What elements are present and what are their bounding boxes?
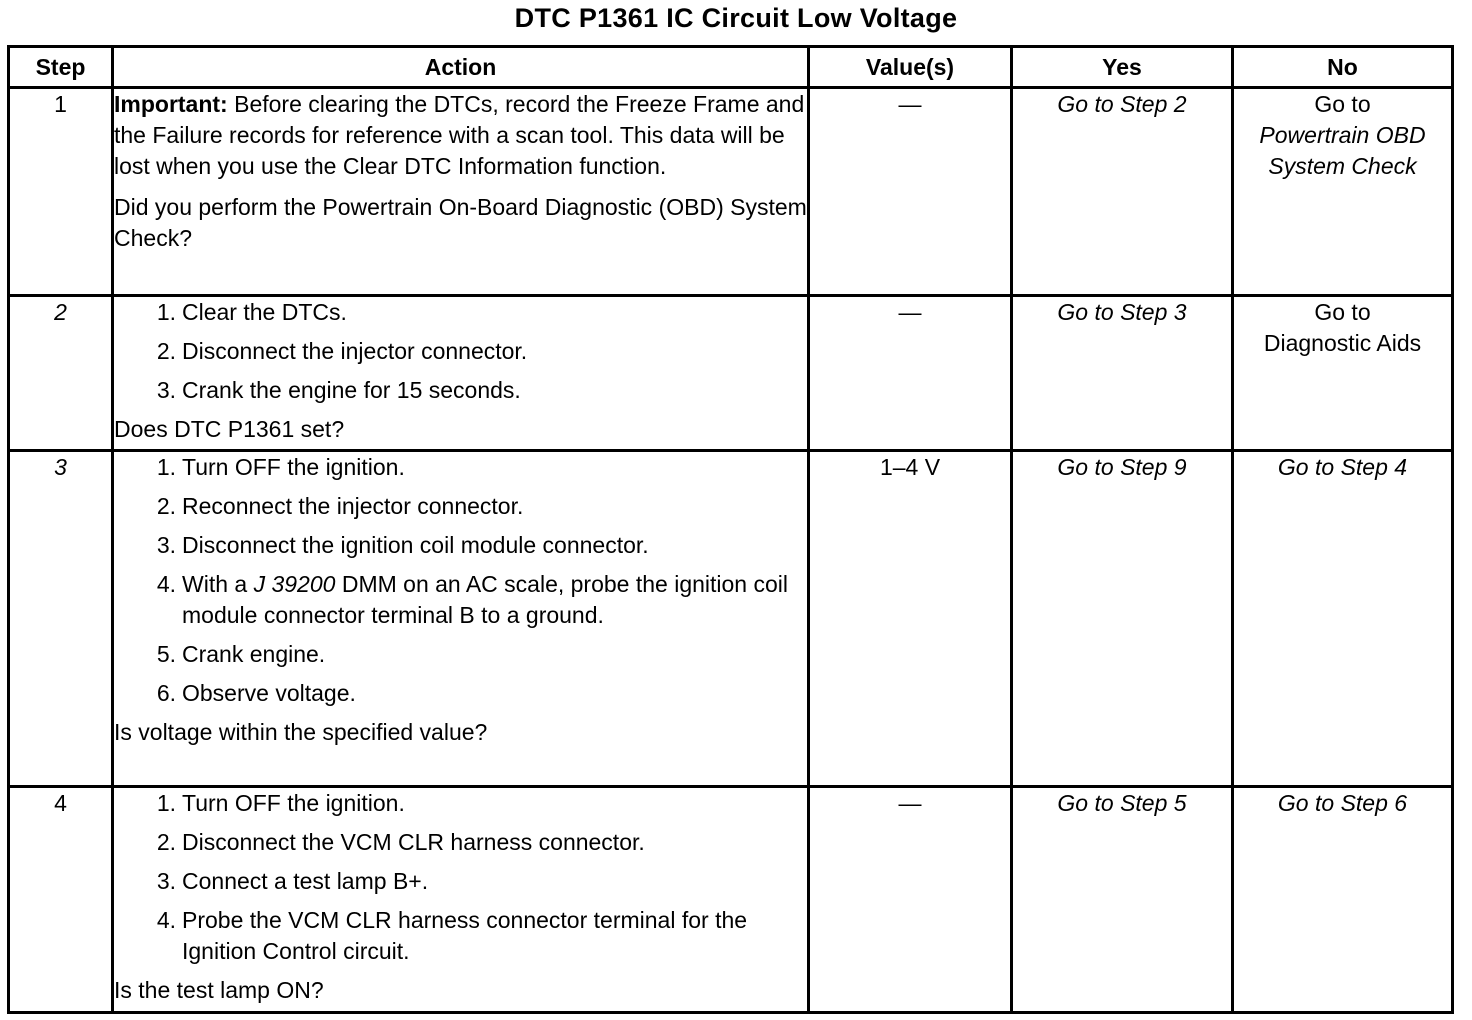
procedure-list — [114, 452, 807, 709]
yes-goto-link: Go to Step 5 — [1057, 790, 1187, 816]
question-text: Is the test lamp ON? — [114, 977, 324, 1003]
yes-cell — [1012, 787, 1233, 1013]
table-row-step-3 — [9, 451, 1453, 787]
list-item: 6. Observe voltage. — [156, 680, 356, 706]
value-cell: — — [809, 88, 1012, 296]
value-cell: 1–4 V — [809, 451, 1012, 787]
no-goto-link: Go to Step 6 — [1277, 790, 1408, 816]
list-item: 1. Turn OFF the ignition. — [156, 454, 405, 480]
no-goto-link: Go to Step 4 — [1277, 454, 1408, 480]
list-item: 2. Disconnect the injector connector. — [156, 338, 528, 364]
header-values: Value(s) — [809, 47, 1012, 88]
list-item: 3. Disconnect the ignition coil module connector. — [156, 532, 649, 558]
header-row — [9, 47, 1453, 88]
list-item: 2. Disconnect the VCM CLR harness connector. — [156, 829, 645, 855]
question-text: Did you perform the Powertrain On-Board Diagnostic (OBD) System Check? — [114, 194, 807, 251]
list-item: 4. Probe the VCM CLR harness connector terminal for the Ignition Control circuit. — [156, 907, 748, 964]
yes-goto-link: Go to Step 9 — [1057, 454, 1187, 480]
yes-cell — [1012, 88, 1233, 296]
no-cell — [1233, 296, 1453, 451]
no-cell — [1233, 787, 1453, 1013]
diagnostic-table — [7, 45, 1454, 1014]
question-text: Does DTC P1361 set? — [114, 416, 345, 442]
step-number: 4 — [9, 787, 113, 1013]
table-row-step-2 — [9, 296, 1453, 451]
header-action: Action — [113, 47, 809, 88]
header-step: Step — [9, 47, 113, 88]
action-cell — [113, 787, 809, 1013]
table-row-step-4 — [9, 787, 1453, 1013]
action-cell — [113, 88, 809, 296]
action-cell — [113, 296, 809, 451]
important-label: Important: — [114, 91, 228, 117]
procedure-list — [114, 788, 807, 967]
step-number: 1 — [9, 88, 113, 296]
list-item: 1. Clear the DTCs. — [156, 299, 347, 325]
procedure-list — [114, 297, 807, 406]
no-goto-prefix: Go to — [1314, 299, 1371, 325]
step-number: 3 — [9, 451, 113, 787]
step-number: 2 — [9, 296, 113, 451]
tool-number: J 39200 — [253, 571, 336, 597]
page-title: DTC P1361 IC Circuit Low Voltage — [514, 3, 958, 33]
no-goto-prefix: Go to — [1314, 91, 1371, 117]
list-item: 4. With a J 39200 DMM on an AC scale, probe the ignition coil module connector terminal B to a ground. — [156, 571, 789, 628]
table-row-step-1 — [9, 88, 1453, 296]
action-cell — [113, 451, 809, 787]
important-note — [114, 89, 807, 182]
no-goto-target: Diagnostic Aids — [1263, 330, 1422, 356]
value-cell: — — [809, 296, 1012, 451]
yes-goto-link: Go to Step 2 — [1057, 91, 1187, 117]
value-cell: — — [809, 787, 1012, 1013]
list-item: 3. Connect a test lamp B+. — [156, 868, 429, 894]
no-goto-target: Powertrain OBD System Check — [1259, 122, 1426, 179]
yes-cell — [1012, 296, 1233, 451]
no-cell — [1233, 88, 1453, 296]
important-text: Before clearing the DTCs, record the Freeze Frame and the Failure records for reference with a scan tool. This data will be lost when you use the Clear DTC Information function. — [114, 91, 805, 179]
question-text: Is voltage within the specified value? — [114, 719, 488, 745]
header-yes: Yes — [1012, 47, 1233, 88]
yes-cell — [1012, 451, 1233, 787]
header-no: No — [1233, 47, 1453, 88]
list-item: 5. Crank engine. — [156, 641, 326, 667]
list-item: 1. Turn OFF the ignition. — [156, 790, 405, 816]
list-item: 2. Reconnect the injector connector. — [156, 493, 524, 519]
list-item: 3. Crank the engine for 15 seconds. — [156, 377, 521, 403]
no-cell — [1233, 451, 1453, 787]
yes-goto-link: Go to Step 3 — [1057, 299, 1187, 325]
